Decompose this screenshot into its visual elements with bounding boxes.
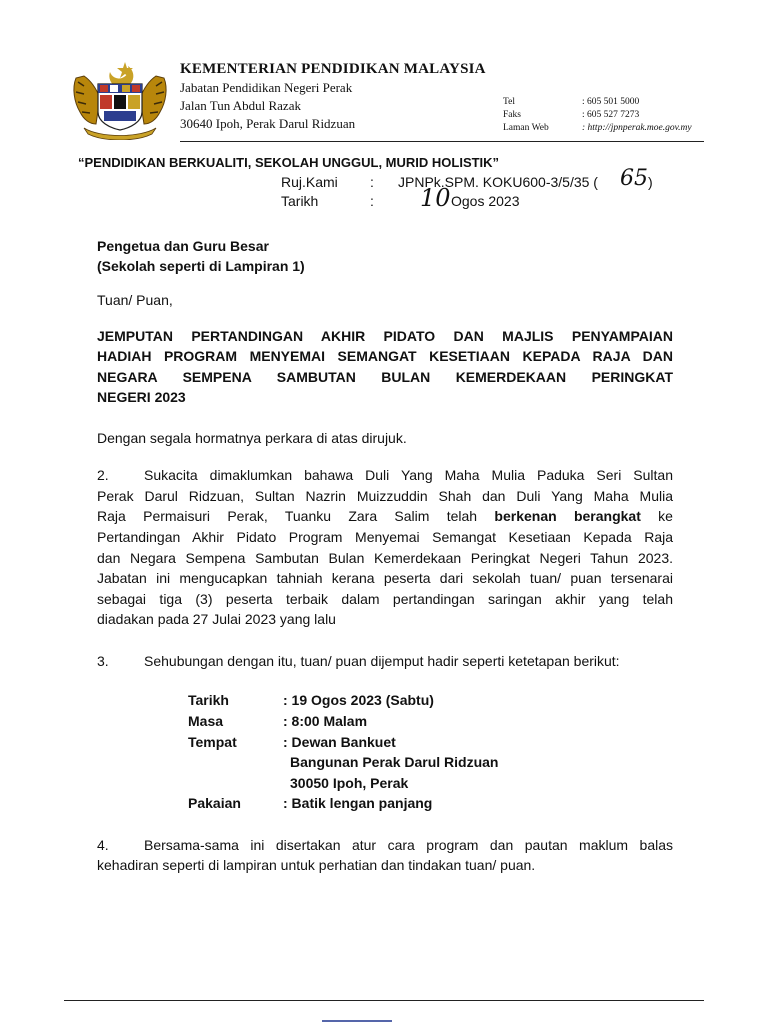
footer-divider xyxy=(64,1000,704,1001)
header-divider xyxy=(180,141,704,142)
subject-heading-line: JEMPUTAN PERTANDINGAN AKHIR PIDATO DAN MAJLIS PENYAMPAIAN xyxy=(97,328,673,344)
reference-close-paren: ) xyxy=(648,174,653,190)
recipient-title: Pengetua dan Guru Besar xyxy=(97,238,269,254)
paragraph-4-line: kehadiran seperti di lampiran untuk perhatian dan tindakan tuan/ puan. xyxy=(97,857,536,873)
fax-label: Faks xyxy=(503,110,521,120)
detail-venue-line: 30050 Ipoh, Perak xyxy=(290,775,409,791)
detail-time-label: Masa xyxy=(188,713,224,729)
recipient-note: (Sekolah seperti di Lampiran 1) xyxy=(97,258,305,274)
motto: “PENDIDIKAN BERKUALITI, SEKOLAH UNGGUL, MURID HOLISTIK” xyxy=(78,155,500,170)
paragraph-2-line: sebagai tiga (3) peserta terbaik dalam pertandingan saringan akhir yang telah xyxy=(97,591,673,607)
footer-mark xyxy=(322,1020,392,1022)
paragraph-2-line: diadakan pada 27 Julai 2023 yang lalu xyxy=(97,611,336,627)
paragraph-2-line: Perak Darul Ridzuan, Sultan Nazrin Muizzuddin Shah dan Duli Yang Maha Mulia xyxy=(97,488,673,504)
address-line: 30640 Ipoh, Perak Darul Ridzuan xyxy=(180,116,356,131)
date-value: Ogos 2023 xyxy=(451,193,520,209)
paragraph-2-text: ke xyxy=(640,508,673,524)
paragraph-2-line: Jabatan ini mengucapkan tahniah kerana peserta dari sekolah tuan/ puan tersenarai xyxy=(97,570,673,586)
ministry-name: KEMENTERIAN PENDIDIKAN MALAYSIA xyxy=(180,61,486,77)
emphasis-text: berkenan berangkat xyxy=(494,508,641,524)
detail-date-value: : 19 Ogos 2023 (Sabtu) xyxy=(283,692,434,708)
paragraph-2-line: Sukacita dimaklumkan bahawa Duli Yang Maha Mulia Paduka Seri Sultan xyxy=(144,467,673,483)
subject-heading-line: HADIAH PROGRAM MENYEMAI SEMANGAT KESETIAAN KEPADA RAJA DAN xyxy=(97,348,673,364)
subject-heading-line: NEGERI 2023 xyxy=(97,389,186,405)
detail-time-value: : 8:00 Malam xyxy=(283,713,368,729)
detail-attire-label: Pakaian xyxy=(188,795,241,811)
intro-paragraph: Dengan segala hormatnya perkara di atas dirujuk. xyxy=(97,430,407,446)
fax-value: : 605 527 7273 xyxy=(582,110,640,120)
paragraph-number: 2. xyxy=(97,467,109,483)
salutation: Tuan/ Puan, xyxy=(97,292,173,308)
detail-venue-line: Bangunan Perak Darul Ridzuan xyxy=(290,754,499,770)
handwritten-date-day: 10 xyxy=(420,184,451,212)
paragraph-2-text: Raja Permaisuri Perak, Tuanku Zara Salim telah xyxy=(97,508,495,524)
subject-heading-line: NEGARA SEMPENA SAMBUTAN BULAN KEMERDEKAAN PERINGKAT xyxy=(97,369,673,385)
tel-label: Tel xyxy=(503,97,515,107)
malaysia-coat-of-arms-logo xyxy=(70,58,170,140)
detail-venue-value: : Dewan Bankuet xyxy=(283,734,396,750)
reference-label: Ruj.Kami xyxy=(281,174,338,190)
address-line: Jabatan Pendidikan Negeri Perak xyxy=(180,80,353,95)
paragraph-2-line: dan Negara Sempena Sambutan Bulan Kemerdekaan Peringkat Negeri Tahun 2023. xyxy=(97,550,673,566)
handwritten-reference-number: 65 xyxy=(620,166,648,191)
paragraph-3-line: Sehubungan dengan itu, tuan/ puan dijemput hadir seperti ketetapan berikut: xyxy=(144,653,620,669)
detail-attire-value: : Batik lengan panjang xyxy=(283,795,433,811)
paragraph-2-line: Pertandingan Akhir Pidato Program Menyemai Semangat Kesetiaan Kepada Raja xyxy=(97,529,673,545)
tel-value: : 605 501 5000 xyxy=(582,97,640,107)
date-label: Tarikh xyxy=(281,193,319,209)
detail-venue-label: Tempat xyxy=(188,734,237,750)
website-link[interactable]: : http://jpnperak.moe.gov.my xyxy=(582,123,692,133)
paragraph-4-line: Bersama-sama ini disertakan atur cara program dan pautan maklum balas xyxy=(144,837,673,853)
reference-colon: : xyxy=(370,174,374,190)
website-label: Laman Web xyxy=(503,123,549,133)
date-colon: : xyxy=(370,193,374,209)
detail-date-label: Tarikh xyxy=(188,692,229,708)
reference-number: JPNPk.SPM. KOKU600-3/5/35 ( xyxy=(398,174,598,190)
address-line: Jalan Tun Abdul Razak xyxy=(180,98,301,113)
paragraph-2-line xyxy=(97,508,673,524)
paragraph-number: 4. xyxy=(97,837,109,853)
paragraph-number: 3. xyxy=(97,653,109,669)
